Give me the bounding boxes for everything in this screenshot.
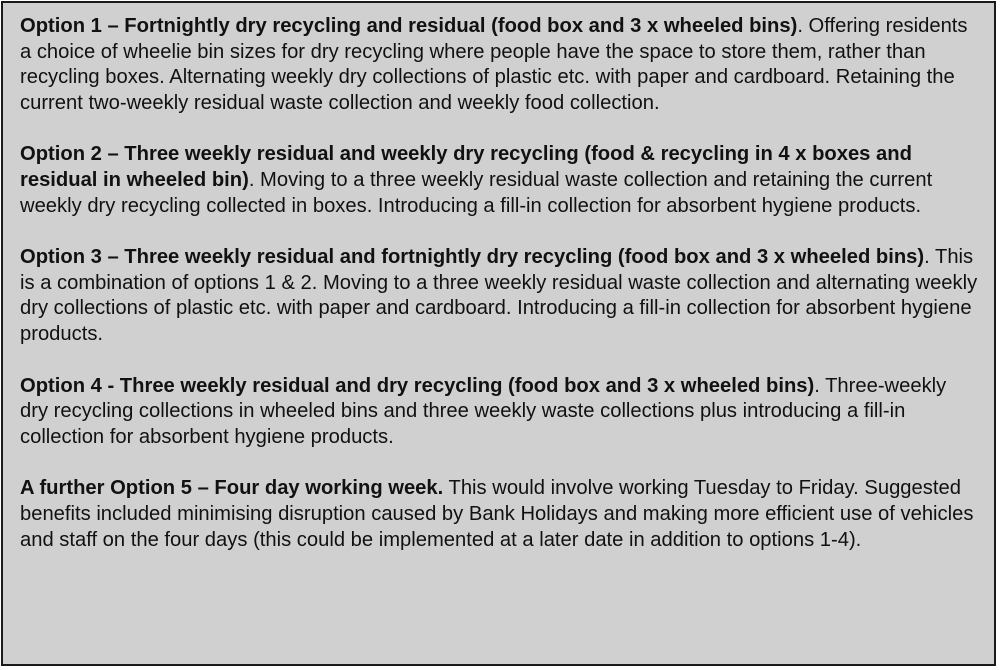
option-5-paragraph bbox=[20, 476, 978, 553]
option-2-body: . Moving to a three weekly residual waste collection and retaining the current weekly dry recycling collected in boxes. Introducing a fill-in collection for absorbent hygiene products. bbox=[20, 168, 933, 217]
option-1-paragraph bbox=[20, 14, 978, 116]
option-4-paragraph bbox=[20, 374, 978, 451]
option-3-title: Option 3 – Three weekly residual and fortnightly dry recycling (food box and 3 x wheeled bins) bbox=[20, 246, 925, 269]
option-3-paragraph bbox=[20, 245, 978, 347]
option-2-paragraph bbox=[20, 142, 978, 219]
option-4-title: Option 4 - Three weekly residual and dry recycling (food box and 3 x wheeled bins) bbox=[20, 374, 815, 397]
option-3-body: . This is a combination of options 1 & 2. Moving to a three weekly residual waste collection and alternating weekly dry collections of plastic etc. with paper and cardboard. Introducing a fill-in collection for absorbent hygiene products. bbox=[20, 246, 978, 345]
options-panel bbox=[1, 1, 996, 666]
option-4-body: . Three-weekly dry recycling collections in wheeled bins and three weekly waste collections plus introducing a fill-in collection for absorbent hygiene products. bbox=[20, 374, 947, 448]
option-2-title: Option 2 – Three weekly residual and weekly dry recycling (food & recycling in 4 x boxes and residual in wheeled bin) bbox=[20, 143, 912, 191]
option-5-body: This would involve working Tuesday to Friday. Suggested benefits included minimising disruption caused by Bank Holidays and making more efficient use of vehicles and staff on the four days (this could be implemented at a later date in addition to options 1-4). bbox=[20, 477, 974, 551]
option-1-body: . Offering residents a choice of wheelie bin sizes for dry recycling where people have the space to store them, rather than recycling boxes. Alternating weekly dry collections of plastic etc. with paper and cardboard. Retaining the current two-weekly residual waste collection and weekly food collection. bbox=[20, 15, 968, 114]
option-5-title: A further Option 5 – Four day working week. bbox=[20, 477, 444, 500]
option-1-title: Option 1 – Fortnightly dry recycling and residual (food box and 3 x wheeled bins) bbox=[20, 15, 798, 37]
